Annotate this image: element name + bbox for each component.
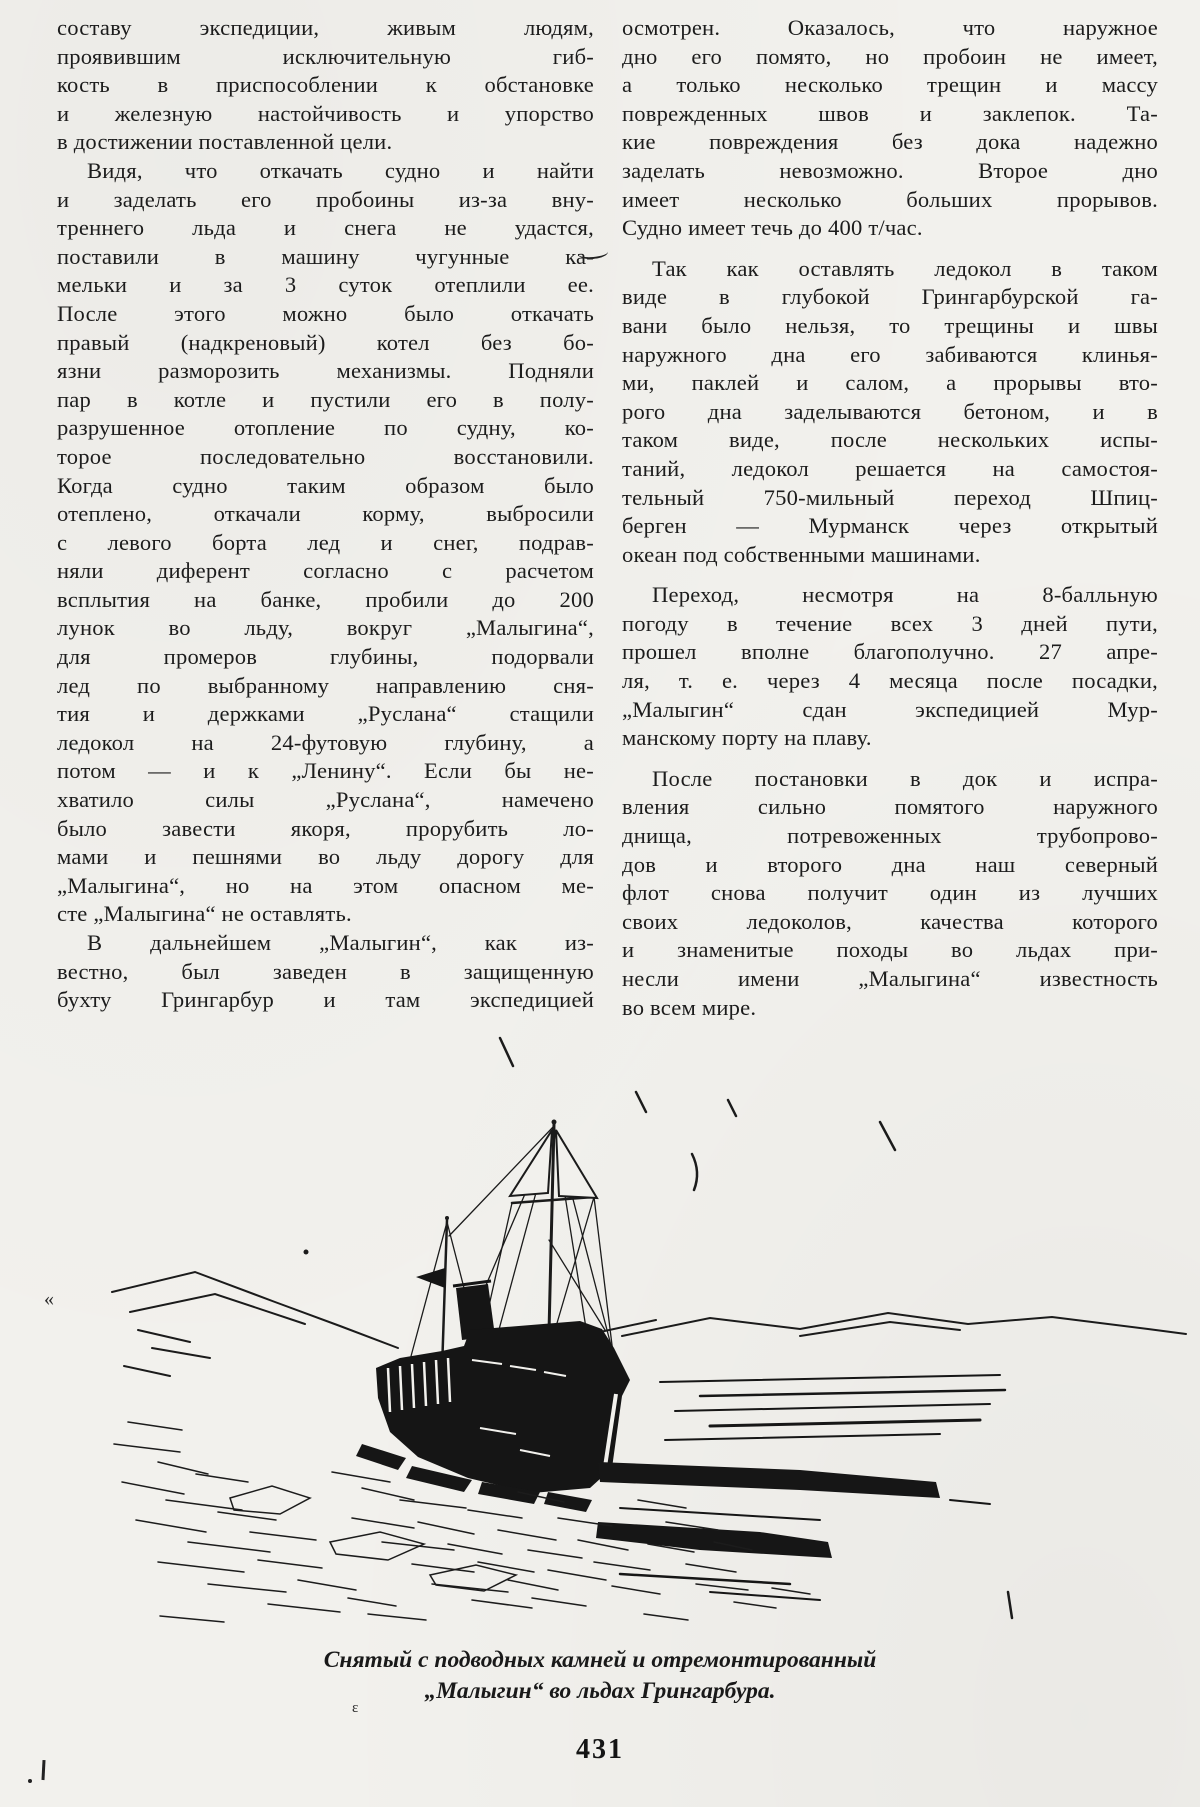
- text-line: и заделать его пробоины из-за вну-: [57, 186, 594, 212]
- page-number: 431: [576, 1734, 624, 1765]
- text-line: всплытия на банке, пробили до 200: [57, 586, 594, 612]
- text-line: мами и пешнями во льду дорогу для: [57, 844, 594, 870]
- text-line: для промеров глубины, подорвали: [57, 644, 594, 670]
- text-line: Когда судно таким образом было: [57, 472, 594, 498]
- text-line: После постановки в док и испра-: [652, 765, 1158, 791]
- text-line: погоду в течение всех 3 дней пути,: [622, 610, 1158, 636]
- text-line: тельный 750-мильный переход Шпиц-: [622, 484, 1158, 510]
- text-line: кость в приспособлении к обстановке: [57, 72, 594, 98]
- text-line: дно его помято, но пробоин не имеет,: [622, 43, 1158, 69]
- ship-illustration: [100, 1030, 1190, 1630]
- text-line: вани было нельзя, то трещины и швы: [622, 312, 1158, 338]
- text-line: во всем мире.: [622, 994, 757, 1020]
- text-line: было завести якоря, прорубить ло-: [57, 815, 594, 841]
- illustration-caption: [0, 1645, 1200, 1707]
- text-line: заделать невозможно. Второе дно: [622, 157, 1158, 183]
- text-line: таком виде, после нескольких испы-: [622, 427, 1158, 453]
- text-line: вления сильно помятого наружного: [622, 794, 1158, 820]
- text-line: сте „Малыгина“ не оставлять.: [57, 901, 352, 927]
- paragraph: [622, 765, 1158, 1022]
- flag-mast: [442, 1220, 447, 1370]
- text-line: „Малыгина“, но на этом опасном ме-: [57, 872, 594, 898]
- paragraph: [622, 255, 1158, 570]
- text-line: своих ледоколов, качества которого: [622, 908, 1158, 934]
- text-line: вестно, был заведен в защищенную: [57, 958, 594, 984]
- text-line: Видя, что откачать судно и найти: [87, 157, 594, 183]
- text-line: и знаменитые походы во льдах при-: [622, 937, 1158, 963]
- text-line: наружного дна его забиваются клинья-: [622, 341, 1158, 367]
- furled-sail-left: [510, 1130, 552, 1196]
- paragraph: [57, 157, 594, 929]
- text-line: отеплено, откачали корму, выбросили: [57, 501, 594, 527]
- text-line: днища, потревоженных трубопрово-: [622, 823, 1158, 849]
- scan-artifact: «: [44, 1288, 54, 1310]
- text-line: поврежденных швов и заклепок. Та-: [622, 100, 1158, 126]
- text-line: прошел вполне благополучно. 27 апре-: [622, 639, 1158, 665]
- text-line: лунок во льду, вокруг „Малыгина“,: [57, 615, 594, 641]
- text-line: несли имени „Малыгина“ известность: [622, 966, 1158, 991]
- text-line: дов и второго дна наш северный: [622, 851, 1158, 877]
- paragraph: [622, 14, 1158, 243]
- text-line: лед по выбранному направлению сня-: [57, 672, 594, 698]
- text-line: хватило силы „Руслана“, намечено: [57, 787, 594, 813]
- paragraph: [57, 929, 594, 1015]
- text-line: и железную настойчивость и упорство: [57, 100, 594, 126]
- text-line: пар в котле и пустили его в полу-: [57, 386, 594, 412]
- text-line: правый (надкреновый) котел без бо-: [57, 329, 594, 355]
- text-line: ми, паклей и салом, а прорывы вто-: [622, 370, 1158, 396]
- text-line: проявившим исключительную гиб-: [57, 43, 594, 69]
- text-line: рого дна заделываются бетоном, и в: [622, 398, 1158, 424]
- text-line: с левого борта лед и снег, подрав-: [57, 529, 594, 555]
- text-line: осмотрен. Оказалось, что наружное: [622, 15, 1158, 40]
- mountain-ridge: [112, 1272, 1186, 1376]
- right-text-column: [622, 14, 1158, 1022]
- text-line: тия и держками „Руслана“ стащили: [57, 701, 594, 727]
- text-line: таний, ледокол решается на самостоя-: [622, 455, 1158, 481]
- text-line: берген — Мурманск через открытый: [622, 513, 1158, 539]
- text-line: мельки и за 3 суток отеплили ее.: [57, 272, 594, 298]
- text-line: В дальнейшем „Малыгин“, как из-: [87, 930, 594, 955]
- text-line: язни разморозить механизмы. Подняли: [57, 358, 594, 384]
- paragraph: [57, 14, 594, 157]
- text-line: Судно имеет течь до 400 т/час.: [622, 215, 923, 241]
- text-line: торое последовательно восстановили.: [57, 443, 594, 469]
- text-line: После этого можно было откачать: [57, 300, 594, 326]
- text-line: имеет несколько больших прорывов.: [622, 186, 1158, 212]
- scan-artifact: ε: [352, 1700, 359, 1716]
- text-line: океан под собственными машинами.: [622, 541, 981, 567]
- text-line: ля, т. е. через 4 месяца после посадки,: [622, 668, 1158, 694]
- text-line: ледокол на 24-футовую глубину, а: [57, 729, 594, 755]
- text-line: а только несколько трещин и массу: [622, 72, 1158, 98]
- text-line: „Малыгин“ сдан экспедицией Мур-: [622, 696, 1158, 722]
- text-line: кие повреждения без дока надежно: [622, 129, 1158, 155]
- text-line: разрушенное отопление по судну, ко-: [57, 415, 594, 441]
- furled-sail-right: [556, 1130, 597, 1198]
- left-text-column: [57, 14, 594, 1015]
- text-line: составу экспедиции, живым людям,: [57, 15, 594, 40]
- scan-artifact: [578, 246, 609, 261]
- text-line: поставили в машину чугунные ка-: [57, 243, 594, 269]
- text-line: треннего льда и снега не удастся,: [57, 215, 594, 241]
- text-line: в достижении поставленной цели.: [57, 129, 393, 155]
- scan-artifact: [28, 1779, 32, 1783]
- text-line: виде в глубокой Грингарбурской га-: [622, 284, 1158, 310]
- text-line: потом — и к „Ленину“. Если бы не-: [57, 758, 594, 784]
- text-line: манскому порту на плаву.: [622, 725, 872, 751]
- text-line: флот снова получит один из лучших: [622, 880, 1158, 906]
- text-line: Переход, несмотря на 8-балльную: [652, 582, 1158, 608]
- text-line: Так как оставлять ледокол в таком: [652, 255, 1158, 281]
- text-line: бухту Грингарбур и там экспедицией: [57, 987, 594, 1013]
- text-line: няли диферент согласно с расчетом: [57, 558, 594, 584]
- caption-line-1: Снятый с подводных камней и отремонтированный: [323, 1647, 877, 1673]
- caption-line-2: „Малыгин“ во льдах Грингарбура.: [424, 1678, 776, 1704]
- paragraph: [622, 581, 1158, 753]
